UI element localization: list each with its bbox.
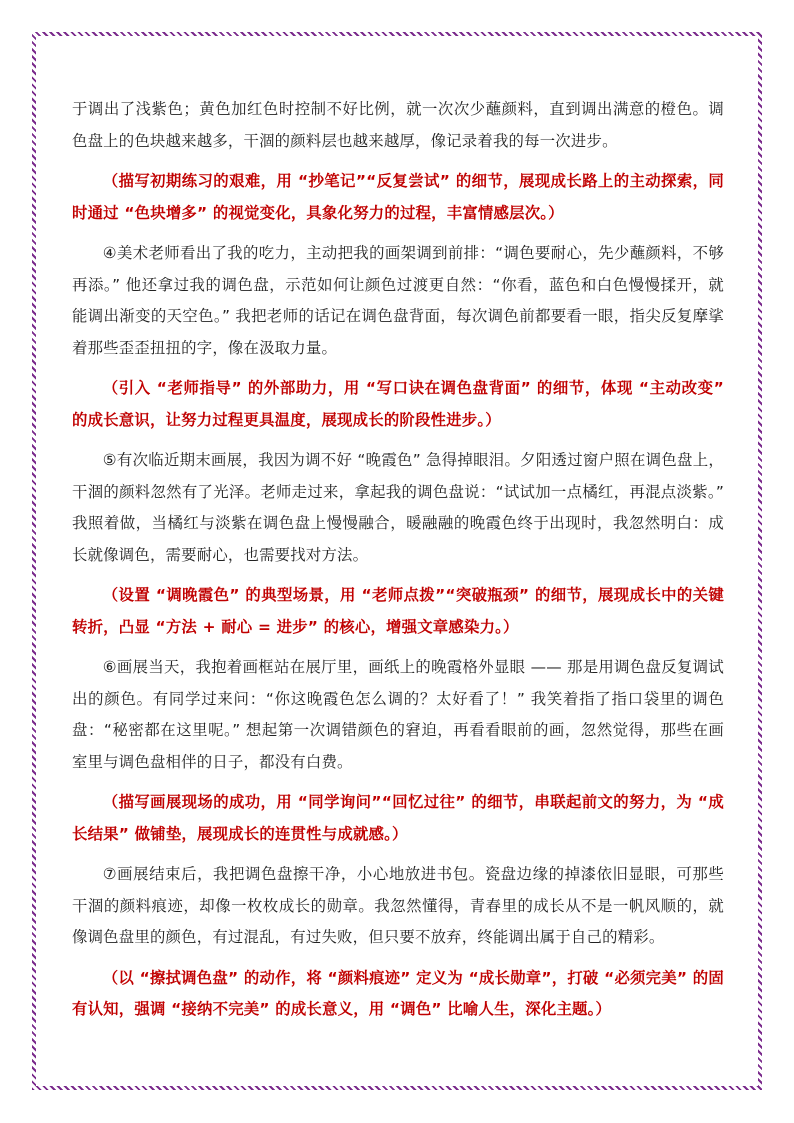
body-paragraph-3-end: 于调出了浅紫色；黄色加红色时控制不好比例，就一次次少蘸颜料，直到调出满意的橙色。调色盘上的色块越来越多，干涸的颜料层也越来越厚，像记录着我的每一次进步。 — [72, 100, 724, 150]
spacer — [72, 229, 724, 238]
body-paragraph-7: ⑦画展结束后，我把调色盘擦干净，小心地放进书包。瓷盘边缘的掉漆依旧显眼，可那些干涸的颜料痕迹，却像一枚枚成长的勋章。我忽然懂得，青春里的成长从不是一帆风顺的，就像调色盘里的颜色，有过混乱，有过失败，但只要不放弃，终能调出属于自己的精彩。 — [72, 865, 724, 946]
annotation-note-3: （设置 “调晚霞色” 的典型场景，用 “老师点拨”“突破瓶颈” 的细节，展现成长中的关键转折，凸显 “方法 + 耐心 = 进步” 的核心，增强文章感染力。） — [72, 586, 724, 636]
spacer — [72, 954, 724, 963]
spacer — [72, 157, 724, 166]
body-paragraph-5: ⑤有次临近期末画展，我因为调不好 “晚霞色” 急得掉眼泪。夕阳透过窗户照在调色盘上，干涸的颜料忽然有了光泽。老师走过来，拿起我的调色盘说：“试试加一点橘红，再混点淡紫。” 我照着做，当橘红与淡紫在调色盘上慢慢融合，暖融融的晚霞色终于出现时，我忽然明白：成长就像调色，需要耐心，也需要找对方法。 — [72, 451, 724, 564]
spacer — [72, 571, 724, 580]
article-content — [72, 94, 724, 1026]
spacer — [72, 436, 724, 445]
body-paragraph-4: ④美术老师看出了我的吃力，主动把我的画架调到前排：“调色要耐心，先少蘸颜料，不够再添。” 他还拿过我的调色盘，示范如何让颜色过渡更自然：“你看，蓝色和白色慢慢揉开，就能调出渐变的天空色。” 我把老师的话记在调色盘背面，每次调色前都要看一眼，指尖反复摩挲着那些歪歪扭扭的字，像在汲取力量。 — [72, 244, 724, 357]
spacer — [72, 778, 724, 787]
spacer — [72, 364, 724, 373]
body-paragraph-6: ⑥画展当天，我抱着画框站在展厅里，画纸上的晚霞格外显眼 —— 那是用调色盘反复调试出的颜色。有同学过来问：“你这晚霞色怎么调的？太好看了！” 我笑着指了指口袋里的调色盘：“秘密都在这里呢。” 想起第一次调错颜色的窘迫，再看看眼前的画，忽然觉得，那些在画室里与调色盘相伴的日子，都没有白费。 — [72, 658, 724, 771]
annotation-note-4: （描写画展现场的成功，用 “同学询问”“回忆过往” 的细节，串联起前文的努力，为 “成长结果” 做铺垫，展现成长的连贯性与成就感。） — [72, 793, 724, 843]
annotation-note-1: （描写初期练习的艰难，用 “抄笔记”“反复尝试” 的细节，展现成长路上的主动探索，同时通过 “色块增多” 的视觉变化，具象化努力的过程，丰富情感层次。） — [72, 172, 724, 222]
annotation-note-2: （引入 “老师指导” 的外部助力，用 “写口诀在调色盘背面” 的细节，体现 “主动改变” 的成长意识，让努力过程更具温度，展现成长的阶段性进步。） — [72, 379, 724, 429]
spacer — [72, 643, 724, 652]
annotation-note-5: （以 “擦拭调色盘” 的动作，将 “颜料痕迹” 定义为 “成长勋章”，打破 “必须完美” 的固有认知，强调 “接纳不完美” 的成长意义，用 “调色” 比喻人生，深化主题。） — [72, 968, 724, 1018]
spacer — [72, 850, 724, 859]
